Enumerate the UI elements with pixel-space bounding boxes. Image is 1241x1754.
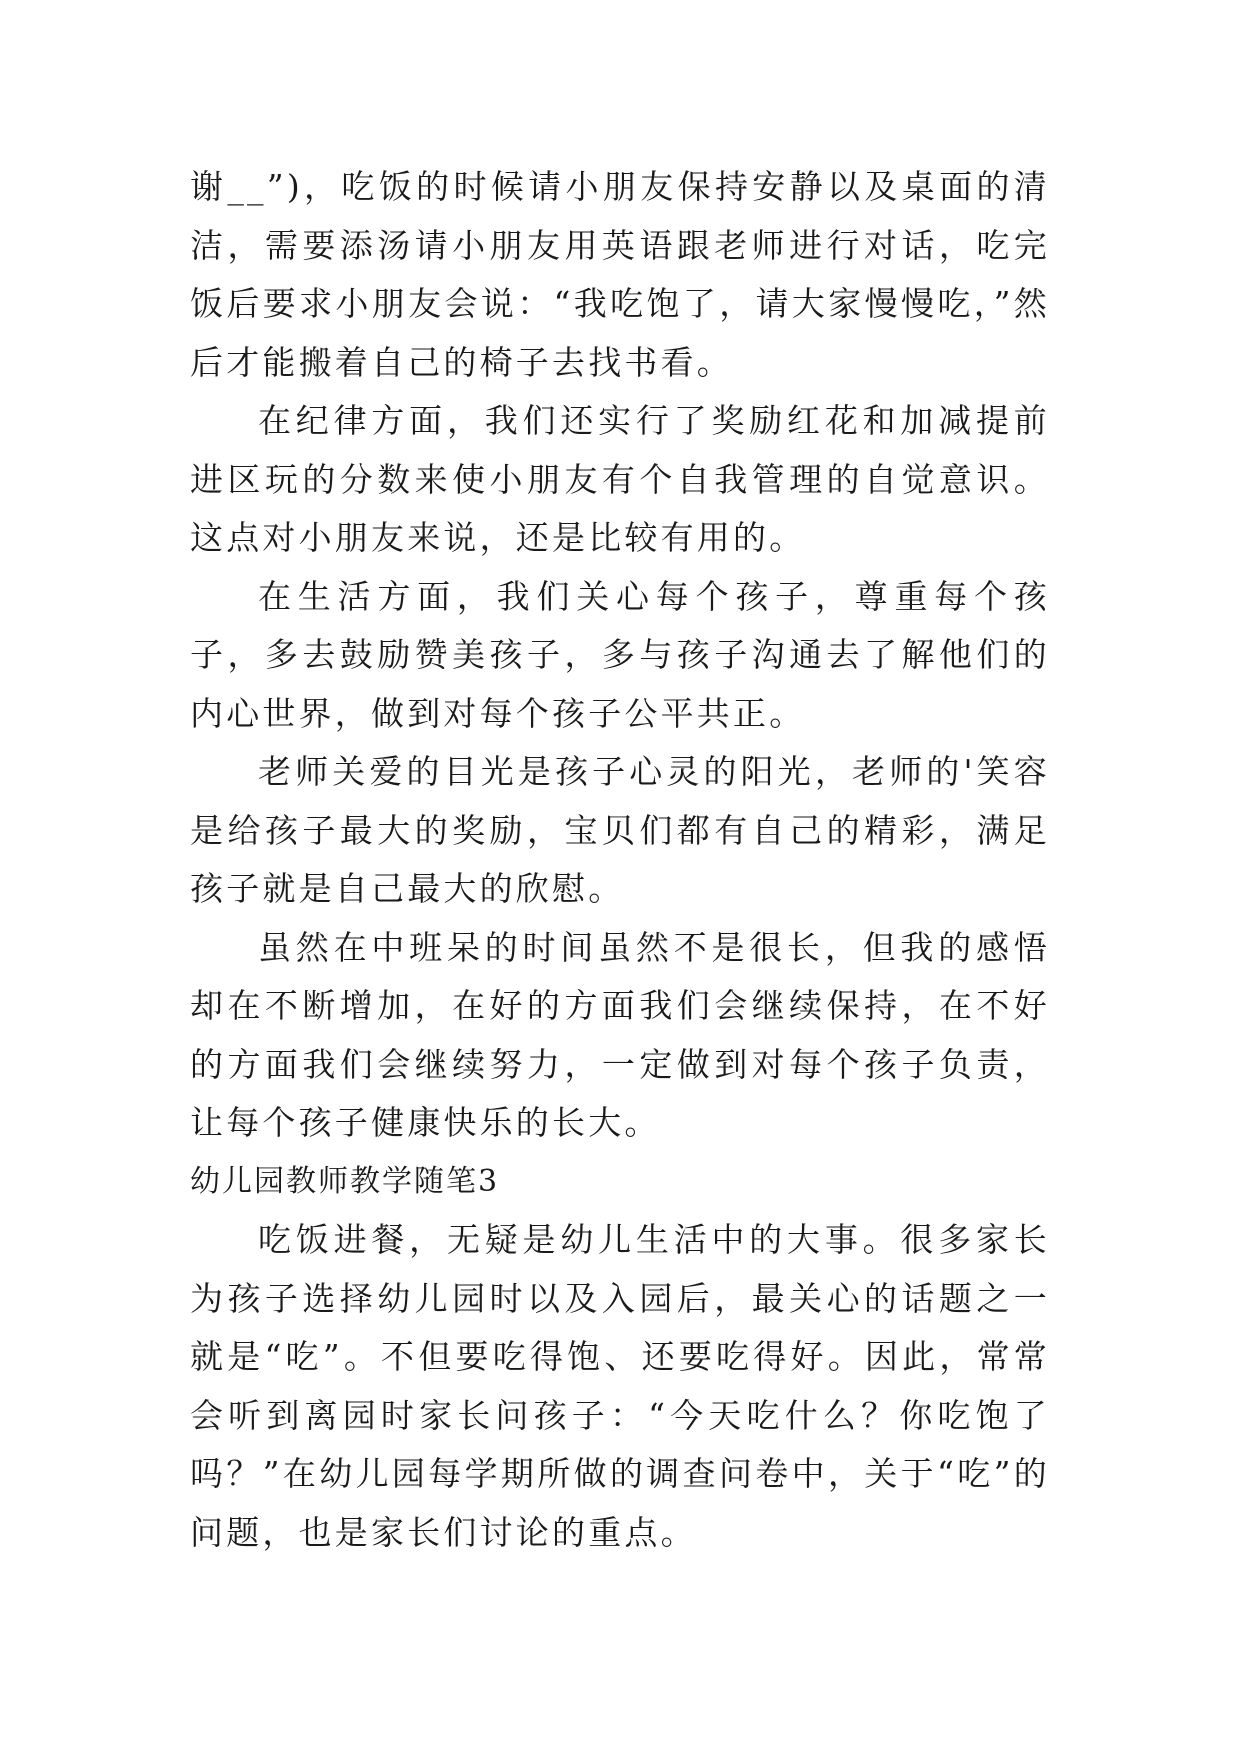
document-body xyxy=(190,158,1050,1562)
section-title: 幼儿园教师教学随笔3 xyxy=(190,1163,500,1199)
paragraph-teacher-care: 老师关爱的目光是孩子心灵的阳光，老师的'笑容是给孩子最大的奖励，宝贝们都有自己的精彩，满足孩子就是自己最大的欣慰。 xyxy=(190,752,1050,908)
paragraph-meals: 吃饭进餐，无疑是幼儿生活中的大事。很多家长为孩子选择幼儿园时以及入园后，最关心的话题之一就是“吃”。不但要吃得饱、还要吃得好。因此，常常会听到离园时家长问孩子：“今天吃什么？你吃饱了吗？”在幼儿园每学期所做的调查问卷中，关于“吃”的问题，也是家长们讨论的重点。 xyxy=(190,1220,1050,1552)
paragraph-reflection: 虽然在中班呆的时间虽然不是很长，但我的感悟却在不断增加，在好的方面我们会继续保持，在不好的方面我们会继续努力，一定做到对每个孩子负责，让每个孩子健康快乐的长大。 xyxy=(190,927,1050,1142)
paragraph-discipline: 在纪律方面，我们还实行了奖励红花和加减提前进区玩的分数来使小朋友有个自我管理的自觉意识。这点对小朋友来说，还是比较有用的。 xyxy=(190,401,1050,557)
paragraph-continuation: 谢__”)，吃饭的时候请小朋友保持安静以及桌面的清洁，需要添汤请小朋友用英语跟老师进行对话，吃完饭后要求小朋友会说：“我吃饱了，请大家慢慢吃，”然后才能搬着自己的椅子去找书看。 xyxy=(190,167,1050,382)
paragraph-daily-life: 在生活方面，我们关心每个孩子，尊重每个孩子，多去鼓励赞美孩子，多与孩子沟通去了解他们的内心世界，做到对每个孩子公平共正。 xyxy=(190,576,1050,733)
